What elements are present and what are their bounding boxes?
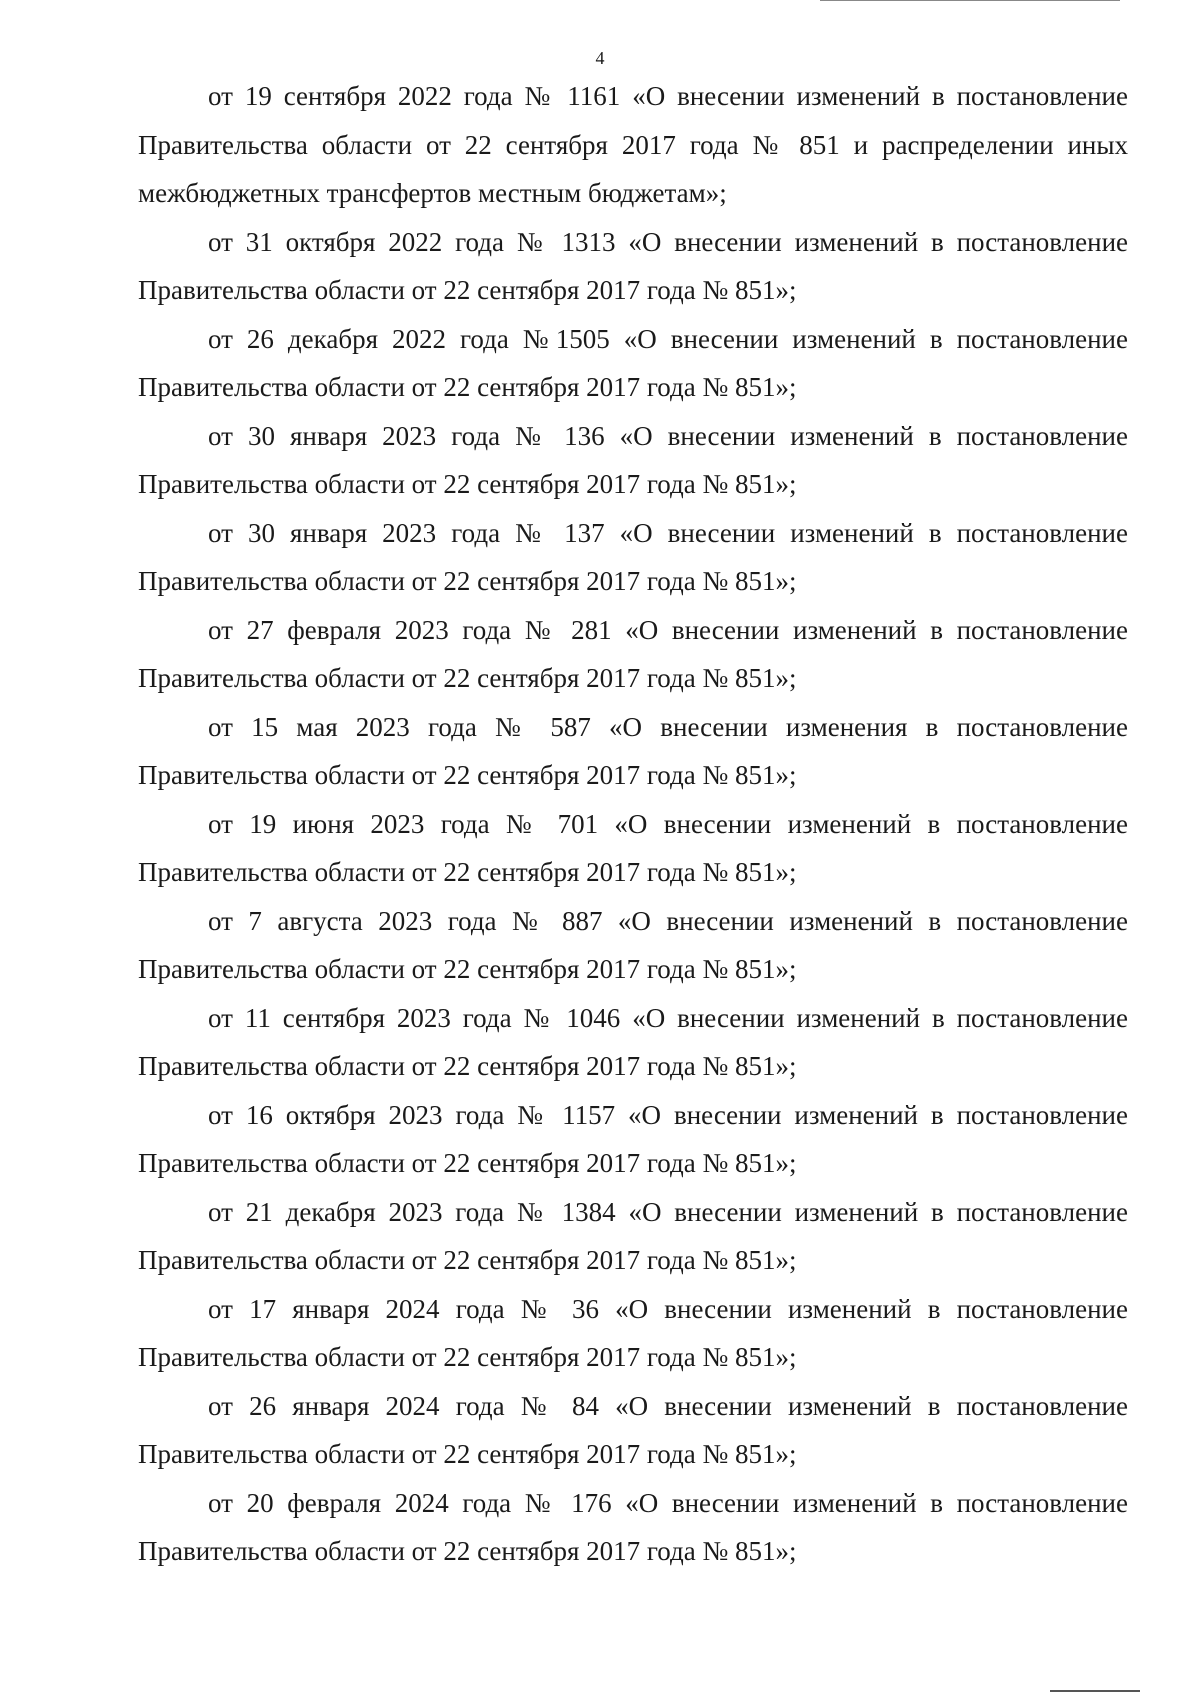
list-item: от 21 декабря 2023 года № 1384 «О внесении изменений в постановление Правительства области от 22 сентября 2017 года № 851»; — [138, 1196, 1128, 1275]
scan-artifact-top — [820, 0, 1120, 1]
list-item: от 11 сентября 2023 года № 1046 «О внесении изменений в постановление Правительства области от 22 сентября 2017 года № 851»; — [138, 1002, 1128, 1081]
list-item: от 20 февраля 2024 года № 176 «О внесении изменений в постановление Правительства области от 22 сентября 2017 года № 851»; — [138, 1487, 1128, 1566]
page-number: 4 — [595, 48, 605, 68]
list-item: от 17 января 2024 года № 36 «О внесении изменений в постановление Правительства области от 22 сентября 2017 года № 851»; — [138, 1293, 1128, 1372]
list-item: от 30 января 2023 года № 137 «О внесении изменений в постановление Правительства области от 22 сентября 2017 года № 851»; — [138, 517, 1128, 596]
list-item: от 26 декабря 2022 года №1505 «О внесении изменений в постановление Правительства области от 22 сентября 2017 года № 851»; — [138, 323, 1128, 402]
list-item: от 31 октября 2022 года № 1313 «О внесении изменений в постановление Правительства области от 22 сентября 2017 года № 851»; — [138, 226, 1128, 305]
list-item: от 16 октября 2023 года № 1157 «О внесении изменений в постановление Правительства области от 22 сентября 2017 года № 851»; — [138, 1099, 1128, 1178]
list-item: от 19 сентября 2022 года № 1161 «О внесении изменений в постановление Правительства области от 22 сентября 2017 года № 851 и распределении иных межбюджетных трансфертов местным бюджетам»; — [138, 81, 1128, 208]
list-item: от 19 июня 2023 года № 701 «О внесении изменений в постановление Правительства области от 22 сентября 2017 года № 851»; — [138, 808, 1128, 887]
scan-artifact-bottom — [1050, 1690, 1140, 1692]
amendments-list — [138, 72, 1128, 1576]
list-item: от 27 февраля 2023 года № 281 «О внесении изменений в постановление Правительства области от 22 сентября 2017 года № 851»; — [138, 614, 1128, 693]
list-item: от 30 января 2023 года № 136 «О внесении изменений в постановление Правительства области от 22 сентября 2017 года № 851»; — [138, 420, 1128, 499]
list-item: от 7 августа 2023 года № 887 «О внесении изменений в постановление Правительства области от 22 сентября 2017 года № 851»; — [138, 905, 1128, 984]
list-item: от 15 мая 2023 года № 587 «О внесении изменения в постановление Правительства области от 22 сентября 2017 года № 851»; — [138, 711, 1128, 790]
list-item: от 26 января 2024 года № 84 «О внесении изменений в постановление Правительства области от 22 сентября 2017 года № 851»; — [138, 1390, 1128, 1469]
